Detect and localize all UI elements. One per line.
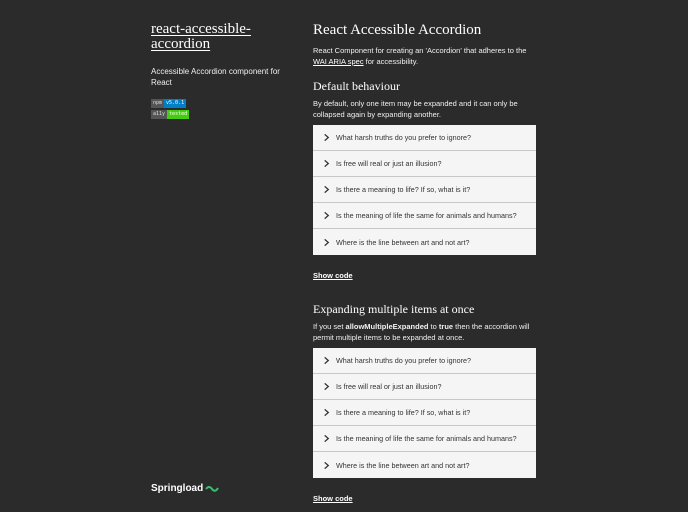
- chevron-right-icon: [322, 356, 331, 365]
- code-prop-value: true: [438, 322, 454, 331]
- accordion-multiple: [313, 348, 536, 478]
- repo-title-link[interactable]: [151, 22, 281, 52]
- leaf-icon: [205, 485, 219, 493]
- accordion-item[interactable]: [313, 348, 536, 374]
- show-code-link[interactable]: Show code: [313, 494, 353, 503]
- accordion-default: [313, 125, 536, 255]
- code-prop-name: allowMultipleExpanded: [345, 322, 429, 331]
- repo-title-line2: accordion: [151, 36, 211, 52]
- section-text-multiple: [313, 321, 537, 343]
- a11y-badge-value: tested: [169, 111, 188, 117]
- accordion-item[interactable]: [313, 426, 536, 452]
- npm-badge-key: npm: [153, 100, 163, 106]
- chevron-right-icon: [322, 133, 331, 142]
- accordion-item-label: What harsh truths do you prefer to ignore?: [336, 356, 472, 365]
- chevron-right-icon: [322, 211, 331, 220]
- chevron-right-icon: [322, 382, 331, 391]
- section-heading-multiple: Expanding multiple items at once: [313, 302, 475, 316]
- chevron-right-icon: [322, 434, 331, 443]
- accordion-item[interactable]: [313, 229, 536, 255]
- repo-title-line1: react-accessible-: [151, 21, 251, 37]
- accordion-item-label: Is the meaning of life the same for animals and humans?: [336, 211, 517, 220]
- a11y-badge-key: a11y: [153, 111, 166, 117]
- accordion-item[interactable]: [313, 151, 536, 177]
- sidebar: [151, 22, 281, 121]
- accordion-item-label: Is there a meaning to life? If so, what is it?: [336, 408, 471, 417]
- wai-aria-link[interactable]: WAI ARIA spec: [313, 57, 364, 66]
- text-part: then the accordion will permit multiple items to be expanded at once.: [313, 322, 530, 342]
- text-part: to: [428, 322, 439, 331]
- text-part: If you set: [313, 322, 346, 331]
- accordion-item-label: Is the meaning of life the same for animals and humans?: [336, 434, 517, 443]
- accordion-item[interactable]: [313, 203, 536, 229]
- chevron-right-icon: [322, 238, 331, 247]
- intro-text-end: for accessibility.: [363, 57, 419, 66]
- accordion-item[interactable]: [313, 125, 536, 151]
- accordion-item[interactable]: [313, 452, 536, 478]
- logo-text: Springload: [151, 483, 204, 494]
- npm-badge-value: v5.0.1: [166, 100, 185, 106]
- section-heading-default: Default behaviour: [313, 79, 400, 93]
- main-content: [313, 21, 537, 506]
- chevron-right-icon: [322, 159, 331, 168]
- show-code-link[interactable]: Show code: [313, 271, 353, 280]
- page-title: React Accessible Accordion: [313, 22, 482, 38]
- chevron-right-icon: [322, 185, 331, 194]
- accordion-item[interactable]: [313, 177, 536, 203]
- accordion-item[interactable]: [313, 374, 536, 400]
- intro-text-start: React Component for creating an 'Accordion' that adheres to the: [313, 46, 527, 55]
- repo-description: Accessible Accordion component for React: [151, 67, 280, 87]
- accordion-item-label: Is free will real or just an illusion?: [336, 382, 442, 391]
- npm-badge[interactable]: [151, 99, 281, 108]
- a11y-badge[interactable]: [151, 110, 281, 119]
- accordion-item-label: What harsh truths do you prefer to ignore?: [336, 133, 472, 142]
- accordion-item-label: Is there a meaning to life? If so, what is it?: [336, 185, 471, 194]
- badges: [151, 99, 281, 119]
- chevron-right-icon: [322, 408, 331, 417]
- accordion-item-label: Where is the line between art and not art?: [336, 460, 470, 470]
- accordion-item-label: Is free will real or just an illusion?: [336, 159, 442, 168]
- springload-logo[interactable]: [151, 483, 219, 494]
- accordion-item[interactable]: [313, 400, 536, 426]
- intro-text: [313, 45, 537, 67]
- accordion-item-label: Where is the line between art and not art?: [336, 237, 470, 247]
- section-text-default: By default, only one item may be expanded and it can only be collapsed again by expanding another.: [313, 99, 518, 119]
- chevron-right-icon: [322, 461, 331, 470]
